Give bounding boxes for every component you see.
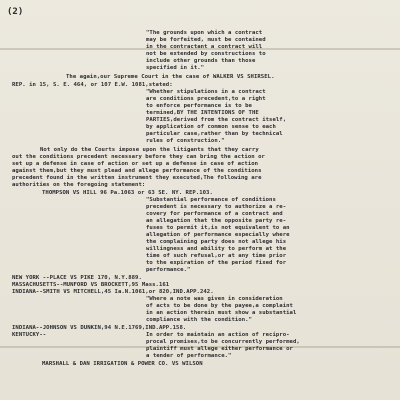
text-line: to the expiration of the period fixed for	[146, 260, 287, 266]
text-line: performance."	[146, 267, 191, 273]
text-line: specified in it."	[146, 65, 205, 71]
text-line: not be extended by constructions to	[146, 51, 266, 57]
text-line: fuses to permit it,is not equivalent to an	[146, 225, 290, 231]
text-line: plaintiff must allege either performance or	[146, 346, 293, 352]
page-number: (2)	[7, 7, 24, 17]
text-line: out the conditions precedent necessary before they can bring the action or	[12, 154, 265, 160]
text-line: MARSHALL & DAN IRRIGATION & POWER CO. VS WILSON	[42, 361, 203, 367]
text-line: in the contractant a contract will	[146, 44, 263, 50]
text-line: willingness and ability to perform at the	[146, 246, 287, 252]
text-line: are conditions precedent,to a right	[146, 96, 266, 102]
text-line: in an action therein must show a substantial	[146, 310, 297, 316]
text-line: set up a defense in case of action or set up a defense in case of action	[12, 161, 259, 167]
text-line: "Where a note was given in consideration	[146, 296, 283, 302]
text-line: PARTIES,derived from the contract itself,	[146, 117, 287, 123]
text-line: against them,but they must plead and allege performance of the conditions	[12, 168, 262, 174]
text-line: covery for performance of a contract and	[146, 211, 283, 217]
text-line: precedent found in the written instrument they executed,The following are	[12, 175, 262, 181]
text-line: procal promises,to be concurrently performed,	[146, 339, 300, 345]
text-line: particular case,rather than by technical	[146, 131, 283, 137]
text-line: MASSACHUSETTS--MUNFORD VS BROCKETT,95 Mass.161	[12, 282, 170, 288]
text-line: NEW YORK --PLACE VS PIKE 170, N.Y.889.	[12, 275, 142, 281]
text-line: "The grounds upon which a contract	[146, 30, 263, 36]
text-line: rules of construction."	[146, 138, 225, 144]
text-line: precedent is necessary to authorize a re-	[146, 204, 287, 210]
text-line: THOMPSON VS HILL 96 Pa.1063 or 63 SE. NY. REP.103.	[42, 190, 213, 196]
text-line: a tender of performance."	[146, 353, 232, 359]
text-line: time of such refusal,or at any time prior	[146, 253, 287, 259]
text-line: the complaining party does not allege his	[146, 239, 287, 245]
text-line: termined,BY THE INTENTIONS OF THE	[146, 110, 259, 116]
text-line: an allegation that the opposite party re-	[146, 218, 287, 224]
text-line: authorities on the foregoing statement:	[12, 182, 146, 188]
text-line: to enforce performance is to be	[146, 103, 252, 109]
text-line: may be forfeited, must be contained	[146, 37, 266, 43]
text-line: KENTUCKY--	[12, 332, 47, 338]
text-line: INDIANA--SMITH VS MITCHELL,45 Ia.N.1061,or 820,IND.APP.242.	[12, 289, 214, 295]
text-line: Not only do the Courts impose upon the litigants that they carry	[40, 147, 259, 153]
text-line: "Whether stipulations in a contract	[146, 89, 266, 95]
text-line: by application of common sense to each	[146, 124, 276, 130]
text-line: allegation of performance especially where	[146, 232, 290, 238]
text-line: The again,our Supreme Court in the case of WALKER VS SHIRSEL.	[66, 74, 275, 80]
text-line: REP. in 15, S. E. 464, or 107 E.W. 1081,stated:	[12, 82, 173, 88]
text-line: include other grounds than those	[146, 58, 256, 64]
text-line: compliance with the condition."	[146, 317, 252, 323]
text-line: INDIANA--JOHNSON VS DUNKIN,94 N.E.1769,IND.APP.158.	[12, 325, 187, 331]
text-line: "Substantial performance of conditions	[146, 197, 276, 203]
text-line: of acts to be done by the payee,a complaint	[146, 303, 293, 309]
text-line: In order to maintain an action of recipro-	[146, 332, 290, 338]
